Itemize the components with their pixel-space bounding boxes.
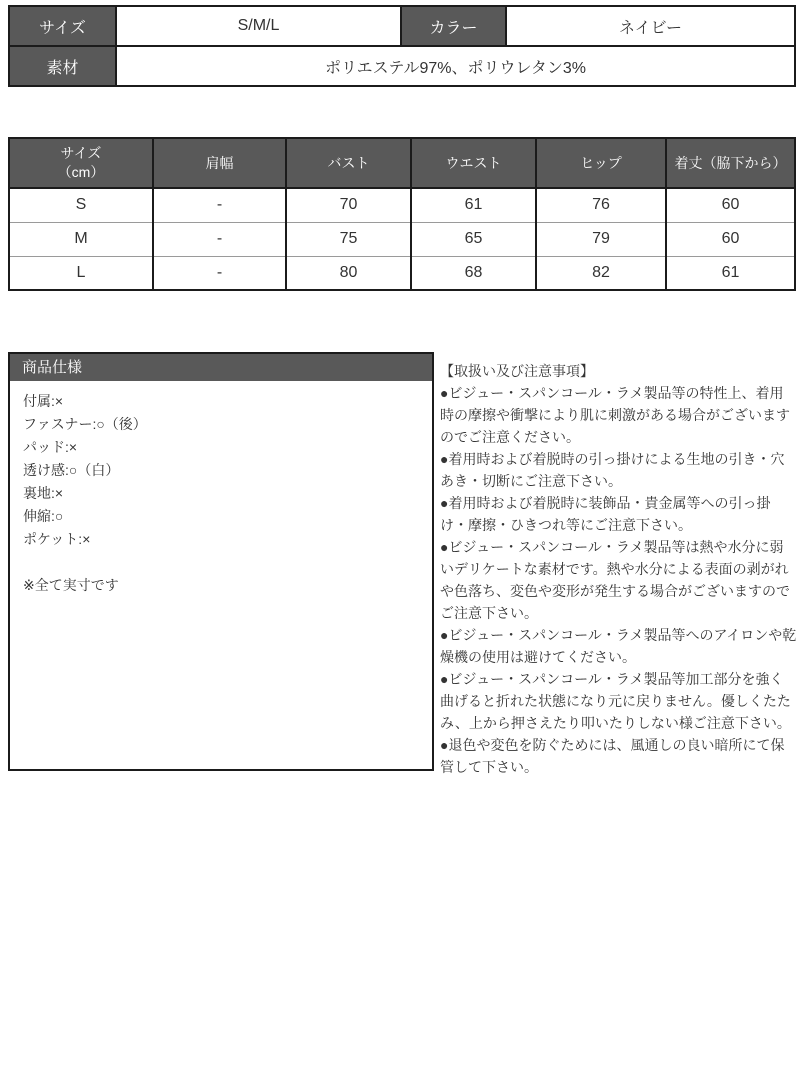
size-chart-header-row: [9, 138, 795, 188]
precaution-item: ●ビジュー・スパンコール・ラメ製品等加工部分を強く曲げると折れた状態になり元に戻りません。優しくたたみ、上から押さえたり叩いたりしない様ご注意下さい。: [440, 671, 791, 731]
size-chart-table: [8, 137, 796, 291]
color-value-cell: ネイビー: [506, 6, 795, 46]
shoulder-cell: -: [153, 256, 286, 290]
size-chart-header-size: [9, 138, 153, 188]
precaution-item: ●着用時および着脱時に装飾品・貴金属等への引っ掛け・摩擦・ひきつれ等にご注意下さい。: [440, 495, 771, 533]
size-label-cell: サイズ: [9, 6, 116, 46]
size-chart-row-l: [9, 256, 795, 290]
precaution-item: ●着用時および着脱時の引っ掛けによる生地の引き・穴あき・切断にご注意下さい。: [440, 451, 785, 489]
size-chart-header-size-line1: サイズ: [60, 145, 102, 161]
spec-item-lining: 裏地:×: [23, 485, 64, 501]
size-cell: M: [9, 222, 153, 256]
size-chart-header-bust: バスト: [286, 138, 411, 188]
shoulder-cell: -: [153, 222, 286, 256]
hip-cell: 82: [536, 256, 666, 290]
length-cell: 61: [666, 256, 795, 290]
bust-cell: 70: [286, 188, 411, 222]
attributes-row-material: [9, 46, 795, 86]
size-chart-header-hip: ヒップ: [536, 138, 666, 188]
precautions-title: 【取扱い及び注意事項】: [440, 363, 594, 379]
product-spec-panel: [8, 352, 434, 771]
shoulder-cell: -: [153, 188, 286, 222]
size-chart-header-shoulder: 肩幅: [153, 138, 286, 188]
precaution-item: ●退色や変色を防ぐためには、風通しの良い暗所にて保管して下さい。: [440, 737, 785, 775]
precaution-item: ●ビジュー・スパンコール・ラメ製品等の特性上、着用時の摩擦や衝撃により肌に刺激がある場合がございますのでご注意ください。: [440, 385, 790, 445]
waist-cell: 61: [411, 188, 536, 222]
product-spec-title: 商品仕様: [10, 354, 432, 381]
size-chart-row-m: [9, 222, 795, 256]
size-cell: L: [9, 256, 153, 290]
product-spec-body: [10, 381, 432, 597]
waist-cell: 68: [411, 256, 536, 290]
length-cell: 60: [666, 222, 795, 256]
material-value-cell: ポリエステル97%、ポリウレタン3%: [116, 46, 795, 86]
spec-item-pocket: ポケット:×: [23, 531, 91, 547]
waist-cell: 65: [411, 222, 536, 256]
length-cell: 60: [666, 188, 795, 222]
precaution-item: ●ビジュー・スパンコール・ラメ製品等は熱や水分に弱いデリケートな素材です。熱や水分による表面の剥がれや色落ち、変色や変形が発生する場合がございますのでご注意下さい。: [440, 539, 790, 621]
attributes-row-size-color: [9, 6, 795, 46]
bust-cell: 75: [286, 222, 411, 256]
size-chart-header-waist: ウエスト: [411, 138, 536, 188]
product-attributes-table: [8, 5, 796, 87]
spec-item-sheerness: 透け感:○（白）: [23, 462, 120, 478]
color-label-cell: カラー: [401, 6, 506, 46]
bust-cell: 80: [286, 256, 411, 290]
size-chart-header-size-line2: （cm）: [57, 164, 105, 180]
precautions-section: [440, 360, 797, 778]
size-value-cell: S/M/L: [116, 6, 401, 46]
size-chart-header-length: 着丈（脇下から）: [666, 138, 795, 188]
spec-item-fastener: ファスナー:○（後）: [23, 416, 147, 432]
size-cell: S: [9, 188, 153, 222]
spec-item-pad: パッド:×: [23, 439, 78, 455]
size-chart-row-s: [9, 188, 795, 222]
spec-item-accessories: 付属:×: [23, 393, 64, 409]
precaution-item: ●ビジュー・スパンコール・ラメ製品等へのアイロンや乾燥機の使用は避けてください。: [440, 627, 797, 665]
hip-cell: 79: [536, 222, 666, 256]
spec-item-stretch: 伸縮:○: [23, 508, 64, 524]
spec-note: ※全て実寸です: [23, 577, 119, 593]
hip-cell: 76: [536, 188, 666, 222]
material-label-cell: 素材: [9, 46, 116, 86]
